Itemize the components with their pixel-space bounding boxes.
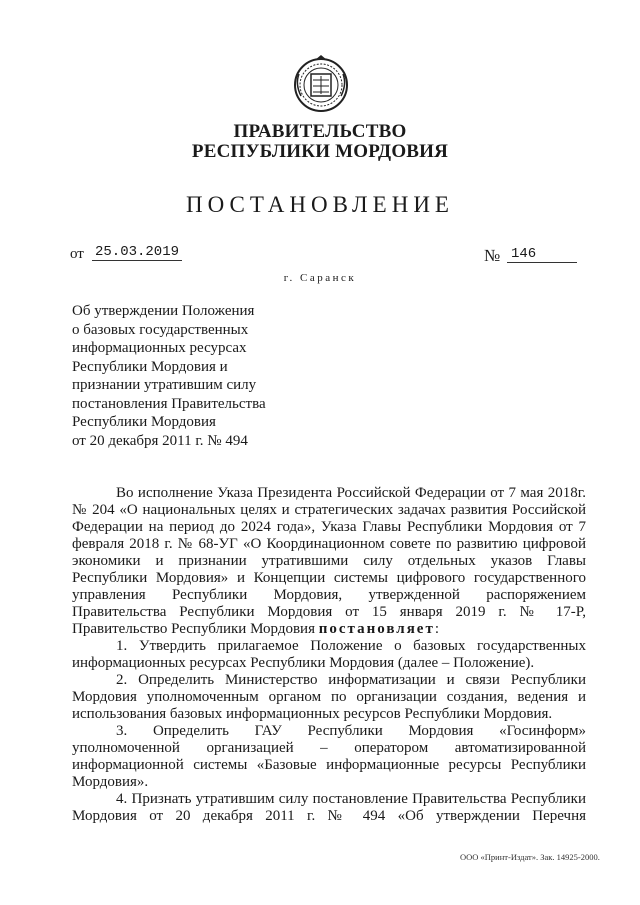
date-label: от	[70, 246, 84, 262]
document-type: ПОСТАНОВЛЕНИЕ	[186, 192, 454, 217]
subject-line: постановления Правительства	[72, 395, 266, 412]
number-label: №	[484, 246, 501, 265]
government-title-line2: РЕСПУБЛИКИ МОРДОВИЯ	[191, 141, 449, 162]
date-value: 25.03.2019	[92, 244, 182, 261]
printer-imprint: ООО «Принт-Издат». Зак. 14925-2000.	[460, 852, 600, 862]
subject-line: от 20 декабря 2011 г. № 494	[72, 432, 248, 449]
government-title-line1: ПРАВИТЕЛЬСТВО	[233, 121, 407, 142]
clause-2: 2. Определить Министерство информатизации и связи Республики Мордовия уполномоченным органом по организации создания, ведения и использования базовых информационных ресурсов Республики Мордовия.	[72, 672, 586, 722]
city-name: г. Саранск	[283, 272, 357, 284]
preamble-text: Во исполнение Указа Президента Российской Федерации от 7 мая 2018г. № 204 «О национальных целях и стратегических задачах развития Российской Федерации на период до 2024 года», Указа Главы Республики Мордовия от 7 февраля 2018 г. № 68-УГ «О Координационном совете по развитию цифровой экономики и признании утратившими силу отдельных указов Главы Республики Мордовия» и Концепции системы цифрового государственного управления Республики Мордовия, утвержденной распоряжением Правительства Республики Мордовия от 15 января 2019 г. № 17-Р, Правительство Республики Мордовия	[72, 485, 586, 637]
document-subject	[72, 302, 292, 450]
clause-4: 4. Признать утратившим силу постановление Правительства Республики Мордовия от 20 декабря 2011 г. № 494 «Об утверждении Перечня	[72, 791, 586, 824]
clause-1: 1. Утвердить прилагаемое Положение о базовых государственных информационных ресурсах Республики Мордовия (далее – Положение).	[72, 638, 586, 671]
clause-3: 3. Определить ГАУ Республики Мордовия «Госинформ» уполномоченной организацией – оператором автоматизированной информационной системы «Базовые информационные ресурсы Республики Мордовия».	[72, 723, 586, 790]
decree-word: постановляет	[318, 621, 435, 637]
subject-line: признании утратившим силу	[72, 377, 257, 393]
coat-of-arms-icon	[289, 52, 353, 116]
document-body	[72, 485, 586, 825]
subject-line: Республики Мордовия и	[72, 358, 228, 375]
government-title	[0, 122, 640, 162]
preamble-paragraph	[72, 485, 586, 638]
subject-line: о базовых государственных	[72, 321, 249, 338]
subject-line: информационных ресурсах	[72, 340, 247, 356]
decree-colon: :	[434, 621, 440, 637]
number-value: 146	[507, 246, 577, 263]
subject-line: Об утверждении Положения	[72, 303, 255, 319]
subject-line: Республики Мордовия	[72, 414, 216, 430]
